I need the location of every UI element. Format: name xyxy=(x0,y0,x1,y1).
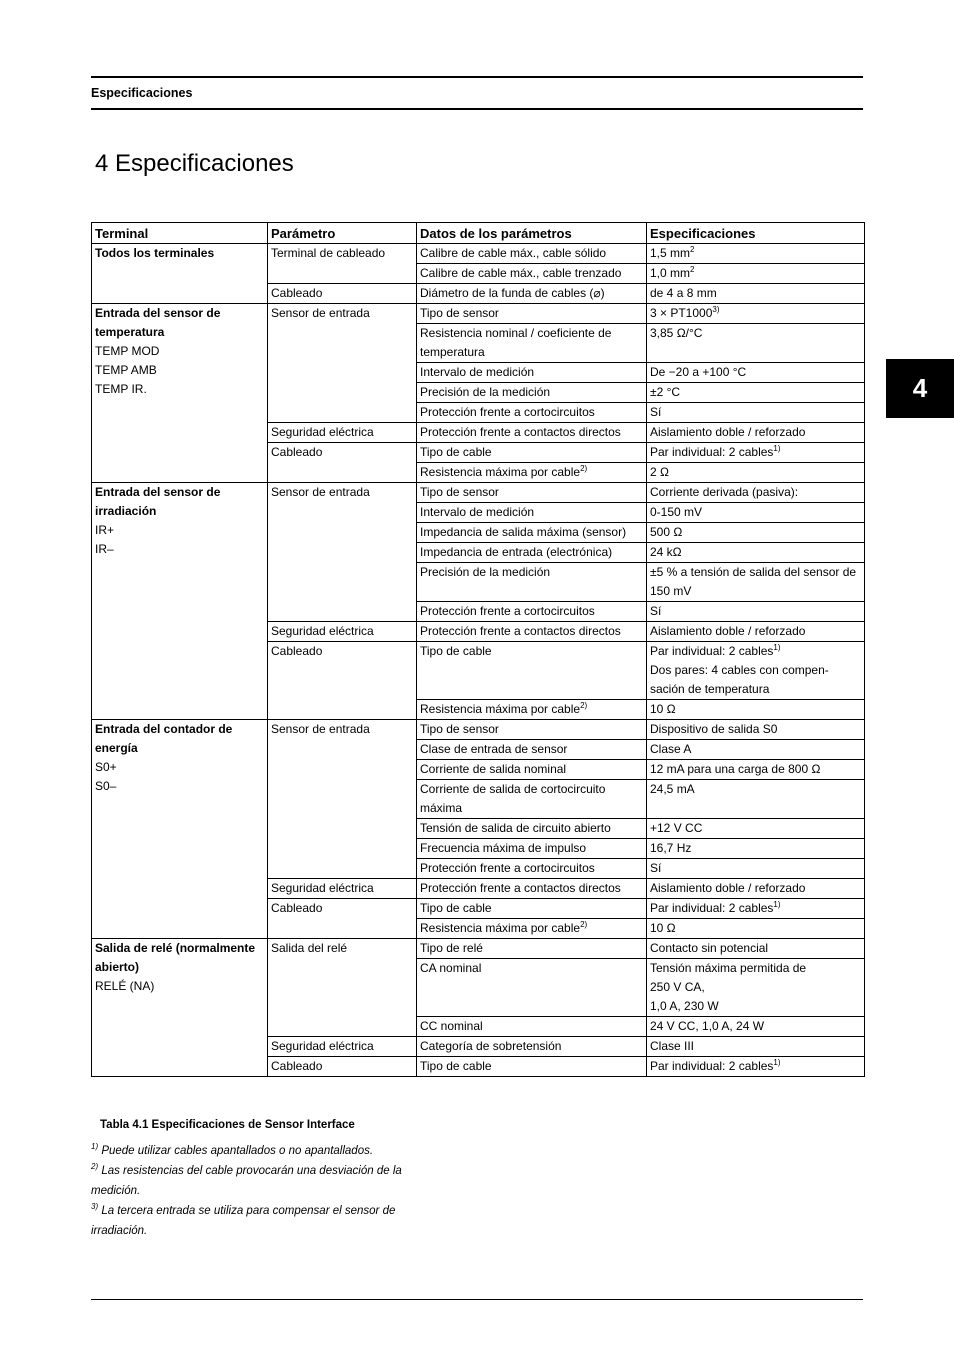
terminal-cell xyxy=(92,483,268,720)
spec-text-line: sación de temperatura xyxy=(650,682,770,696)
table-row xyxy=(92,304,865,324)
footnote xyxy=(91,1141,421,1161)
spec-cell xyxy=(647,602,865,622)
data-text: Protección frente a cortocircuitos xyxy=(420,861,595,875)
data-text: Resistencia máxima por cable xyxy=(420,465,581,479)
data-cell xyxy=(417,839,647,859)
data-text: Precisión de la medición xyxy=(420,565,551,579)
spec-text: Tensión máxima permitida de xyxy=(650,961,807,975)
spec-text-line: Dos pares: 4 cables con compen- xyxy=(650,663,829,677)
data-cell xyxy=(417,899,647,919)
data-cell xyxy=(417,602,647,622)
spec-cell xyxy=(647,324,865,363)
data-cell xyxy=(417,443,647,463)
spec-cell xyxy=(647,1057,865,1077)
header-especificaciones: Especificaciones xyxy=(647,223,865,244)
data-cell xyxy=(417,1017,647,1037)
terminal-cell xyxy=(92,720,268,939)
spec-cell xyxy=(647,780,865,819)
data-text: Protección frente a cortocircuitos xyxy=(420,604,595,618)
spec-text: 24,5 mA xyxy=(650,782,695,796)
spec-text: Dispositivo de salida S0 xyxy=(650,722,778,736)
data-text: Resistencia máxima por cable xyxy=(420,921,581,935)
data-text: Intervalo de medición xyxy=(420,505,535,519)
spec-text: 0-150 mV xyxy=(650,505,703,519)
parameter-cell: Sensor de entrada xyxy=(268,720,417,879)
spec-text: +12 V CC xyxy=(650,821,703,835)
header-datos: Datos de los parámetros xyxy=(417,223,647,244)
spec-text: Corriente derivada (pasiva): xyxy=(650,485,799,499)
parameter-cell: Seguridad eléctrica xyxy=(268,423,417,443)
data-text: CA nominal xyxy=(420,961,482,975)
data-text: CC nominal xyxy=(420,1019,483,1033)
terminal-label: TEMP MOD xyxy=(95,344,160,358)
spec-text: Contacto sin potencial xyxy=(650,941,769,955)
data-text: Tipo de cable xyxy=(420,644,492,658)
footnote-ref: 2) xyxy=(580,464,588,473)
footnote-ref: 2) xyxy=(580,920,588,929)
data-cell xyxy=(417,859,647,879)
data-text: Tipo de sensor xyxy=(420,485,499,499)
spec-text: Sí xyxy=(650,861,662,875)
spec-table xyxy=(91,222,865,1077)
spec-text: 500 Ω xyxy=(650,525,683,539)
spec-text: ±5 % a tensión de salida del sensor de 150 mV xyxy=(650,565,857,598)
spec-cell xyxy=(647,720,865,740)
footer-rule xyxy=(91,1299,863,1300)
parameter-cell: Seguridad eléctrica xyxy=(268,1037,417,1057)
data-text: Intervalo de medición xyxy=(420,365,535,379)
spec-cell xyxy=(647,939,865,959)
data-cell xyxy=(417,244,647,264)
footnote-ref: 2) xyxy=(580,701,588,710)
data-cell xyxy=(417,463,647,483)
data-text: Tipo de cable xyxy=(420,445,492,459)
terminal-name: Entrada del sensor de irradiación xyxy=(95,485,221,518)
terminal-label: RELÉ (NA) xyxy=(95,979,155,993)
data-cell xyxy=(417,622,647,642)
footnote-ref: 2 xyxy=(690,245,695,254)
data-text: Tipo de relé xyxy=(420,941,483,955)
table-caption: Tabla 4.1 Especificaciones de Sensor Interface xyxy=(100,1119,355,1131)
footnote-mark: 2) xyxy=(91,1162,99,1172)
data-text: Protección frente a contactos directos xyxy=(420,624,621,638)
data-cell xyxy=(417,1057,647,1077)
spec-cell xyxy=(647,304,865,324)
spec-text-line: 1,0 A, 230 W xyxy=(650,999,719,1013)
parameter-cell: Salida del relé xyxy=(268,939,417,1037)
terminal-label: TEMP IR. xyxy=(95,382,147,396)
table-row xyxy=(92,939,865,959)
footnote-text: Las resistencias del cable provocarán una desviación de la medición. xyxy=(91,1165,402,1197)
data-text: Protección frente a contactos directos xyxy=(420,881,621,895)
spec-cell xyxy=(647,642,865,700)
data-cell xyxy=(417,483,647,503)
data-text: Frecuencia máxima de impulso xyxy=(420,841,587,855)
data-text: Impedancia de salida máxima (sensor) xyxy=(420,525,627,539)
footnote xyxy=(91,1161,421,1201)
spec-text: Par individual: 2 cables xyxy=(650,445,774,459)
spec-cell xyxy=(647,264,865,284)
spec-text: 16,7 Hz xyxy=(650,841,692,855)
data-cell xyxy=(417,919,647,939)
spec-text: 10 Ω xyxy=(650,921,676,935)
spec-text: Aislamiento doble / reforzado xyxy=(650,624,806,638)
terminal-label: S0– xyxy=(95,779,117,793)
data-text: Tensión de salida de circuito abierto xyxy=(420,821,611,835)
data-cell xyxy=(417,264,647,284)
data-text: Impedancia de entrada (electrónica) xyxy=(420,545,613,559)
spec-text: 2 Ω xyxy=(650,465,669,479)
spec-text: Clase A xyxy=(650,742,692,756)
spec-text: Sí xyxy=(650,604,662,618)
spec-cell xyxy=(647,959,865,1017)
spec-table-body xyxy=(92,244,865,1077)
parameter-cell: Cableado xyxy=(268,284,417,304)
data-text: Resistencia máxima por cable xyxy=(420,702,581,716)
spec-text-line: 250 V CA, xyxy=(650,980,705,994)
spec-text: 24 V CC, 1,0 A, 24 W xyxy=(650,1019,765,1033)
terminal-label: IR+ xyxy=(95,523,115,537)
spec-text: Sí xyxy=(650,405,662,419)
spec-cell xyxy=(647,244,865,264)
data-cell xyxy=(417,563,647,602)
spec-text: Aislamiento doble / reforzado xyxy=(650,425,806,439)
footnote-mark: 3) xyxy=(91,1202,99,1212)
footnote-ref: 1) xyxy=(773,1058,781,1067)
data-cell xyxy=(417,403,647,423)
parameter-cell: Sensor de entrada xyxy=(268,304,417,423)
spec-text: Par individual: 2 cables xyxy=(650,901,774,915)
data-cell xyxy=(417,642,647,700)
footnote xyxy=(91,1201,421,1241)
terminal-label: IR– xyxy=(95,542,114,556)
terminal-label: TEMP AMB xyxy=(95,363,157,377)
running-head: Especificaciones xyxy=(91,86,193,100)
spec-cell xyxy=(647,879,865,899)
data-cell xyxy=(417,543,647,563)
parameter-cell: Cableado xyxy=(268,1057,417,1077)
data-text: Precisión de la medición xyxy=(420,385,551,399)
terminal-cell xyxy=(92,939,268,1077)
spec-cell xyxy=(647,423,865,443)
terminal-label: S0+ xyxy=(95,760,117,774)
footnote-ref: 2 xyxy=(690,265,695,274)
terminal-cell xyxy=(92,304,268,483)
spec-cell xyxy=(647,463,865,483)
data-text: Protección frente a contactos directos xyxy=(420,425,621,439)
table-header-row xyxy=(92,223,865,244)
header-bottom-rule xyxy=(91,108,863,110)
parameter-cell: Cableado xyxy=(268,443,417,483)
data-cell xyxy=(417,939,647,959)
spec-cell xyxy=(647,1037,865,1057)
spec-cell xyxy=(647,523,865,543)
spec-text: de 4 a 8 mm xyxy=(650,286,717,300)
spec-cell xyxy=(647,622,865,642)
spec-text: 3,85 Ω/°C xyxy=(650,326,703,340)
header-parametro: Parámetro xyxy=(268,223,417,244)
data-text: Tipo de cable xyxy=(420,901,492,915)
spec-text: 12 mA para una carga de 800 Ω xyxy=(650,762,821,776)
data-text: Tipo de sensor xyxy=(420,722,499,736)
spec-cell xyxy=(647,899,865,919)
terminal-name: Todos los terminales xyxy=(95,246,215,260)
terminal-name: Entrada del sensor de temperatura xyxy=(95,306,221,339)
spec-cell xyxy=(647,859,865,879)
data-text: Corriente de salida de cortocircuito máxima xyxy=(420,782,606,815)
spec-text: 3 × PT1000 xyxy=(650,306,713,320)
data-text: Resistencia nominal / coeficiente de temperatura xyxy=(420,326,612,359)
spec-cell xyxy=(647,819,865,839)
data-cell xyxy=(417,503,647,523)
header-terminal: Terminal xyxy=(92,223,268,244)
footnote-ref: 1) xyxy=(773,900,781,909)
spec-text: ±2 °C xyxy=(650,385,681,399)
parameter-cell: Seguridad eléctrica xyxy=(268,879,417,899)
data-cell xyxy=(417,740,647,760)
parameter-cell: Seguridad eléctrica xyxy=(268,622,417,642)
spec-text: 1,0 mm xyxy=(650,266,691,280)
footnote-text: Puede utilizar cables apantallados o no apantallados. xyxy=(98,1145,374,1157)
spec-cell xyxy=(647,740,865,760)
data-cell xyxy=(417,959,647,1017)
spec-cell xyxy=(647,443,865,463)
table-row xyxy=(92,720,865,740)
data-cell xyxy=(417,304,647,324)
spec-text: Aislamiento doble / reforzado xyxy=(650,881,806,895)
parameter-cell: Sensor de entrada xyxy=(268,483,417,622)
data-cell xyxy=(417,324,647,363)
table-row xyxy=(92,483,865,503)
table-row xyxy=(92,244,865,264)
data-text: Calibre de cable máx., cable sólido xyxy=(420,246,607,260)
data-cell xyxy=(417,1037,647,1057)
data-text: Categoría de sobretensión xyxy=(420,1039,562,1053)
parameter-cell: Cableado xyxy=(268,642,417,720)
spec-cell xyxy=(647,383,865,403)
data-cell xyxy=(417,423,647,443)
data-cell xyxy=(417,879,647,899)
data-text: Tipo de sensor xyxy=(420,306,499,320)
spec-cell xyxy=(647,760,865,780)
spec-text: 1,5 mm xyxy=(650,246,691,260)
spec-cell xyxy=(647,363,865,383)
spec-cell xyxy=(647,563,865,602)
data-cell xyxy=(417,780,647,819)
terminal-name: Entrada del contador de energía xyxy=(95,722,233,755)
data-text: Clase de entrada de sensor xyxy=(420,742,568,756)
spec-cell xyxy=(647,839,865,859)
data-cell xyxy=(417,700,647,720)
data-text: Corriente de salida nominal xyxy=(420,762,567,776)
terminal-name: Salida de relé (normalmente abierto) xyxy=(95,941,256,974)
parameter-cell: Terminal de cableado xyxy=(268,244,417,284)
spec-cell xyxy=(647,543,865,563)
spec-text: Clase III xyxy=(650,1039,695,1053)
footnote-mark: 1) xyxy=(91,1142,99,1152)
chapter-tab: 4 xyxy=(886,359,954,418)
spec-cell xyxy=(647,700,865,720)
data-cell xyxy=(417,819,647,839)
spec-cell xyxy=(647,284,865,304)
spec-text: 10 Ω xyxy=(650,702,676,716)
data-text: Calibre de cable máx., cable trenzado xyxy=(420,266,622,280)
spec-text: 24 kΩ xyxy=(650,545,682,559)
footnote-ref: 1) xyxy=(773,444,781,453)
spec-text: Par individual: 2 cables xyxy=(650,1059,774,1073)
spec-cell xyxy=(647,403,865,423)
footnotes xyxy=(91,1141,421,1241)
parameter-cell: Cableado xyxy=(268,899,417,939)
spec-cell xyxy=(647,919,865,939)
spec-text: De −20 a +100 °C xyxy=(650,365,747,379)
spec-cell xyxy=(647,483,865,503)
data-cell xyxy=(417,720,647,740)
data-text: Tipo de cable xyxy=(420,1059,492,1073)
footnote-text: La tercera entrada se utiliza para compensar el sensor de irradiación. xyxy=(91,1205,396,1237)
data-cell xyxy=(417,363,647,383)
data-cell xyxy=(417,284,647,304)
footnote-ref: 3) xyxy=(712,305,720,314)
data-cell xyxy=(417,760,647,780)
data-cell xyxy=(417,523,647,543)
spec-text: Par individual: 2 cables xyxy=(650,644,774,658)
data-text: Protección frente a cortocircuitos xyxy=(420,405,595,419)
chapter-title: 4 Especificaciones xyxy=(95,150,294,177)
spec-cell xyxy=(647,503,865,523)
data-text: Diámetro de la funda de cables (⌀) xyxy=(420,286,605,300)
data-cell xyxy=(417,383,647,403)
header-top-rule xyxy=(91,76,863,78)
spec-cell xyxy=(647,1017,865,1037)
terminal-cell xyxy=(92,244,268,304)
footnote-ref: 1) xyxy=(773,643,781,652)
